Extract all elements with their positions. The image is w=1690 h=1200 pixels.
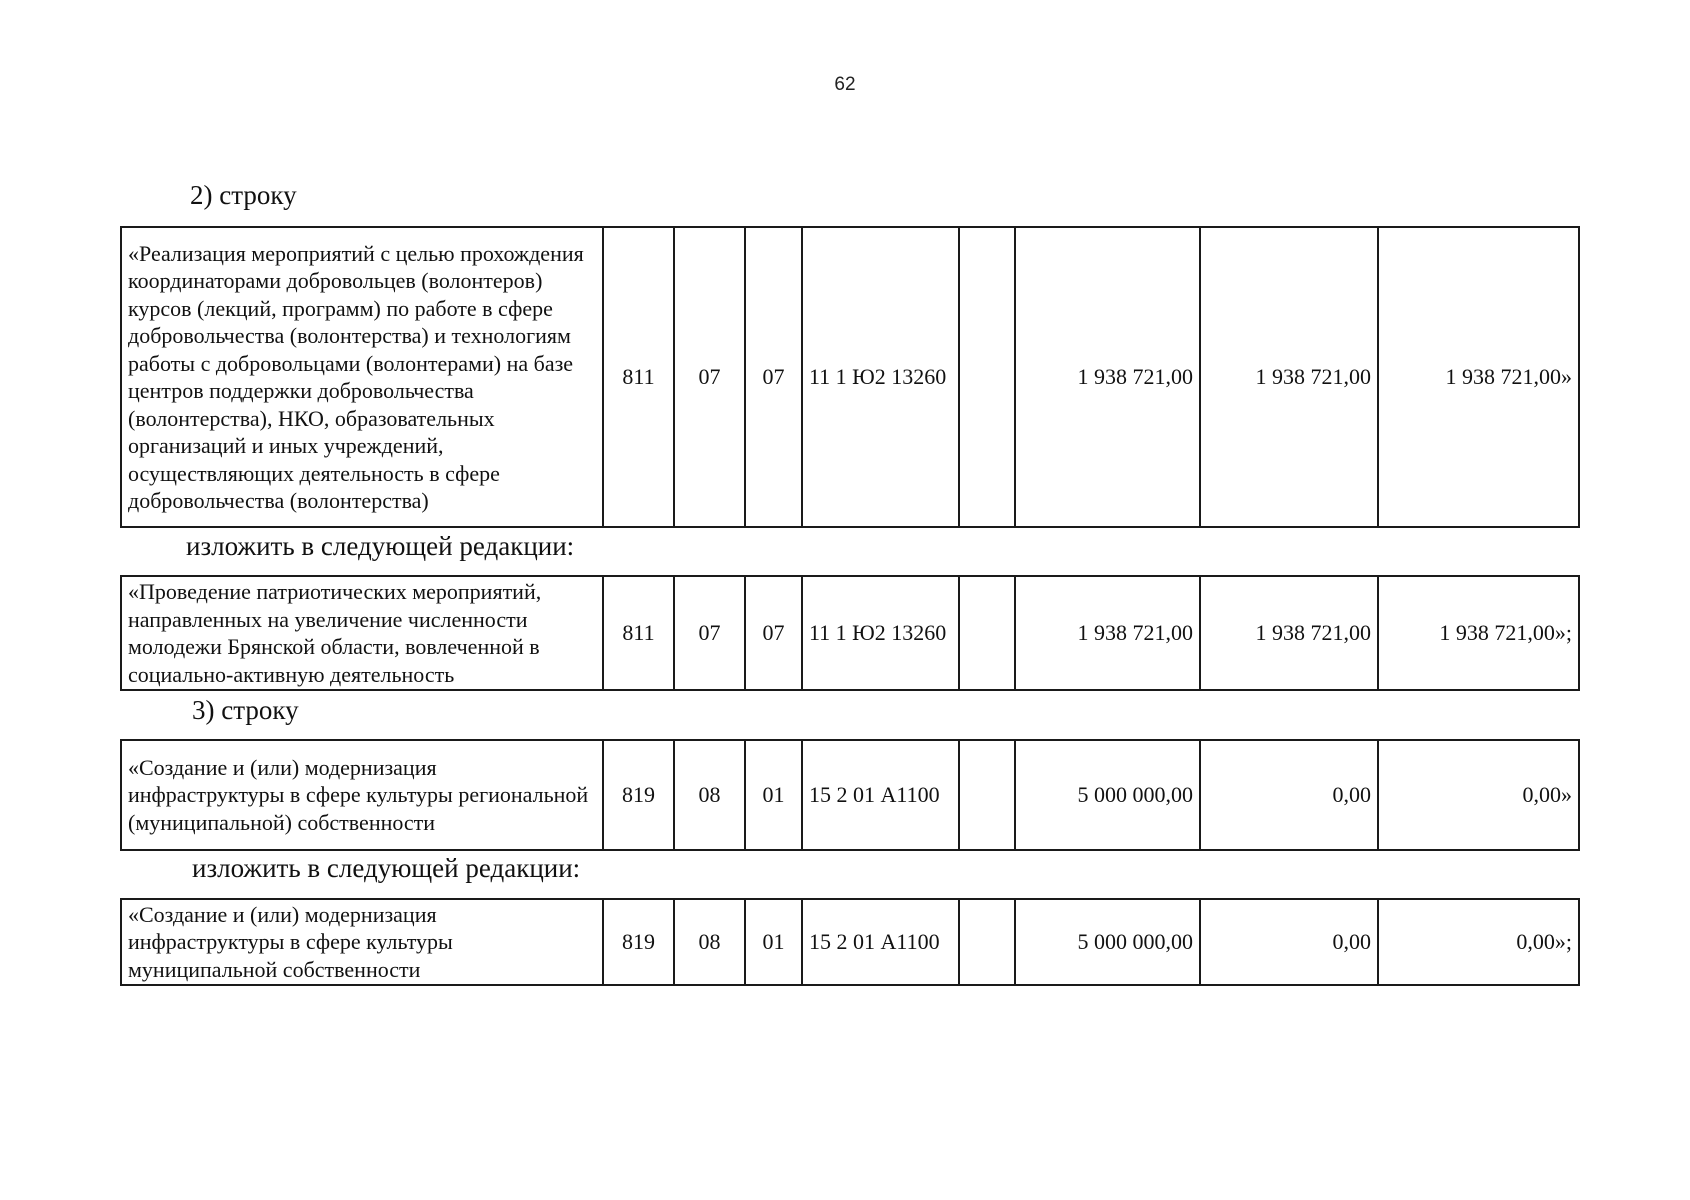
row-rz-code: 07 xyxy=(674,227,745,527)
section-heading-2: 2) строку xyxy=(190,180,297,210)
row-gr-code: 819 xyxy=(603,740,674,850)
row-vr-code xyxy=(959,227,1015,527)
section-heading-3: 3) строку xyxy=(192,695,299,725)
table-row xyxy=(121,227,1579,527)
row-rz-code: 07 xyxy=(674,576,745,690)
row-amount-2: 1 938 721,00 xyxy=(1200,576,1378,690)
row-gr-code: 811 xyxy=(603,227,674,527)
row-amount-3: 1 938 721,00»; xyxy=(1378,576,1579,690)
row-pr-code: 07 xyxy=(745,576,802,690)
row-amount-2: 1 938 721,00 xyxy=(1200,227,1378,527)
original-row-table-2 xyxy=(120,226,1580,528)
row-amount-1: 5 000 000,00 xyxy=(1015,740,1200,850)
row-pr-code: 07 xyxy=(745,227,802,527)
replace-instruction-2: изложить в следующей редакции: xyxy=(186,531,575,561)
row-amount-2: 0,00 xyxy=(1200,740,1378,850)
row-csr-code: 11 1 Ю2 13260 xyxy=(802,227,959,527)
row-description: «Создание и (или) модернизация инфраструктуры в сфере культуры муниципальной собственности xyxy=(121,899,603,985)
row-amount-3: 1 938 721,00» xyxy=(1378,227,1579,527)
row-amount-2: 0,00 xyxy=(1200,899,1378,985)
row-amount-1: 5 000 000,00 xyxy=(1015,899,1200,985)
row-gr-code: 819 xyxy=(603,899,674,985)
row-vr-code xyxy=(959,740,1015,850)
table-row xyxy=(121,740,1579,850)
new-row-table-2 xyxy=(120,575,1580,691)
table-row xyxy=(121,899,1579,985)
row-amount-3: 0,00» xyxy=(1378,740,1579,850)
new-row-table-3 xyxy=(120,898,1580,986)
row-csr-code: 11 1 Ю2 13260 xyxy=(802,576,959,690)
row-rz-code: 08 xyxy=(674,899,745,985)
row-vr-code xyxy=(959,899,1015,985)
row-pr-code: 01 xyxy=(745,740,802,850)
row-amount-3: 0,00»; xyxy=(1378,899,1579,985)
row-gr-code: 811 xyxy=(603,576,674,690)
row-rz-code: 08 xyxy=(674,740,745,850)
page-number: 62 xyxy=(834,74,856,95)
row-csr-code: 15 2 01 А1100 xyxy=(802,740,959,850)
row-description: «Создание и (или) модернизация инфраструктуры в сфере культуры региональной (муниципальной) собственности xyxy=(121,740,603,850)
original-row-table-3 xyxy=(120,739,1580,851)
row-pr-code: 01 xyxy=(745,899,802,985)
table-row xyxy=(121,576,1579,690)
replace-instruction-3: изложить в следующей редакции: xyxy=(192,853,581,883)
row-description: «Реализация мероприятий с целью прохождения координаторами добровольцев (волонтеров) курсов (лекций, программ) по работе в сфере добровольчества (волонтерства) и технологиям работы с добровольцами (волонтерами) на базе центров поддержки добровольчества (волонтерства), НКО, образовательных организаций и иных учреждений, осуществляющих деятельность в сфере добровольчества (волонтерства) xyxy=(121,227,603,527)
row-amount-1: 1 938 721,00 xyxy=(1015,576,1200,690)
row-amount-1: 1 938 721,00 xyxy=(1015,227,1200,527)
row-vr-code xyxy=(959,576,1015,690)
row-csr-code: 15 2 01 А1100 xyxy=(802,899,959,985)
row-description: «Проведение патриотических мероприятий, направленных на увеличение численности молодежи Брянской области, вовлеченной в социально-активную деятельность xyxy=(121,576,603,690)
